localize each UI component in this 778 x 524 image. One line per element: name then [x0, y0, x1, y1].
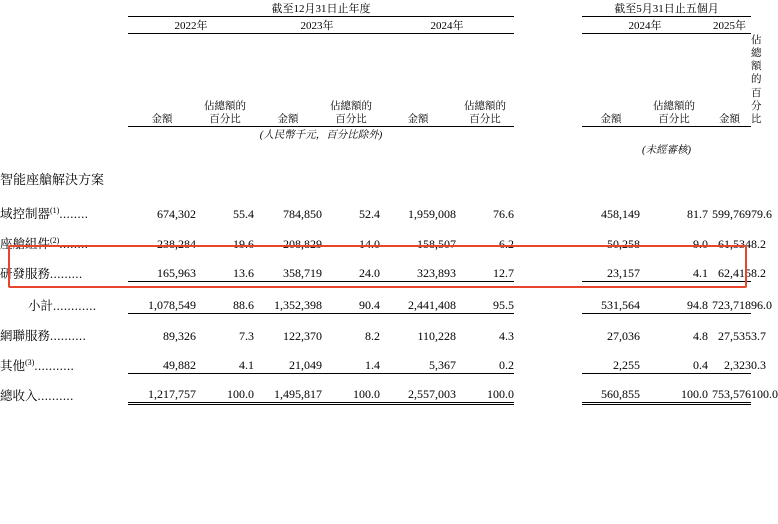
cell-r5-c2: 21,049 [254, 344, 322, 374]
table-row: 網聯服務.......... 89,326 7.3 122,370 8.2 110,228 4.3 27,036 4.8 27,535 3.7 [0, 314, 751, 344]
cell-r0-c5: 76.6 [493, 206, 514, 221]
cell-r4-c8: 27,535 [718, 328, 751, 343]
row-label-text-1: 座艙組件 [0, 236, 51, 251]
cell-r3-c3: 90.4 [322, 282, 380, 314]
cell-r0-c7: 81.7 [687, 206, 708, 221]
row-label-text-6: 總收入 [0, 388, 38, 403]
header-pct-2025i-l2: 百分比 [751, 87, 762, 125]
cell-r2-c6: 23,157 [582, 252, 640, 282]
header-pct-2024-interim [640, 34, 708, 127]
row-label-text-0: 域控制器 [0, 206, 51, 221]
cell-r3-c0: 1,078,549 [128, 282, 196, 314]
row-label-rd-services [0, 252, 128, 282]
cell-r2-c3: 24.0 [322, 252, 380, 282]
row-sup-0: (1) [50, 205, 60, 215]
header-amount-2024: 金額 [380, 34, 456, 127]
row-label-subtotal [0, 282, 128, 314]
cell-r3-c6: 531,564 [582, 282, 640, 314]
cell-r5-c5: 0.2 [456, 344, 514, 374]
row-label-domain-controller [0, 188, 128, 222]
header-amount-2022: 金額 [128, 34, 196, 127]
cell-r2-c2: 358,719 [254, 252, 322, 282]
table-row: 其他$^{(3)}$........... 49,882 4.1 21,049 1.4 5,367 0.2 2,255 0.4 2,323 0.3 [0, 344, 751, 374]
table-row: 座艙組件$^{(2)}$........ 238,284 19.6 208,829 14.0 158,507 6.2 50,258 9.0 61,534 8.2 [0, 222, 751, 252]
row-label-text-4: 網聯服務 [0, 328, 51, 343]
table-row: 總收入.......... 1,217,757 100.0 1,495,817 100.0 2,557,003 100.0 560,855 100.0 753,576 100.0 [0, 374, 751, 404]
row-label-connectivity-services [0, 314, 128, 344]
header-group-interim: 截至5月31日止五個月 [582, 0, 751, 17]
cell-r5-c6: 2,255 [582, 344, 640, 374]
cell-r5-c7: 0.4 [640, 344, 708, 374]
header-year-row [0, 17, 751, 34]
header-pct-2023-l2: 百分比 [335, 113, 367, 125]
header-group-row [0, 0, 751, 17]
row-label-text-2: 研發服務 [0, 266, 51, 281]
unaudited-note: (未經審核) [642, 144, 691, 156]
cell-r1-c3: 14.0 [359, 236, 380, 251]
cell-r6-c0: 1,217,757 [128, 374, 196, 404]
row-dots-0: ........ [59, 206, 89, 221]
cell-r1-c5: 6.2 [499, 236, 514, 251]
cell-r4-c4: 110,228 [417, 328, 456, 343]
row-dots-1: ........ [59, 236, 89, 251]
header-amount-2025-interim: 金額 [708, 34, 751, 127]
cell-r0-c6: 458,149 [601, 206, 640, 221]
row-label-cockpit-components [0, 222, 128, 252]
cell-r4-c0: 89,326 [163, 328, 196, 343]
cell-r6-c7: 100.0 [640, 374, 708, 404]
cell-r2-c8: 62,415 [708, 252, 751, 282]
header-pct-2023-l1: 佔總額的 [330, 100, 372, 112]
cell-r3-c4: 2,441,408 [380, 282, 456, 314]
header-year-2025-interim: 2025年 [708, 17, 751, 34]
cell-r5-c0: 49,882 [128, 344, 196, 374]
header-amount-2023: 金額 [254, 34, 322, 127]
cell-r4-c3: 8.2 [365, 328, 380, 343]
unaudited-note-row [0, 142, 751, 157]
header-pct-2022-l1: 佔總額的 [204, 100, 246, 112]
row-dots-6: .......... [37, 388, 74, 403]
header-subcol-row [0, 34, 751, 127]
header-pct-2024-l1: 佔總額的 [464, 100, 506, 112]
cell-r0-c4: 1,959,008 [408, 206, 456, 221]
header-amount-2024-interim: 金額 [582, 34, 640, 127]
cell-r5-c1: 4.1 [196, 344, 254, 374]
cell-r1-c8: 61,534 [718, 236, 751, 251]
cell-r6-c4: 2,557,003 [380, 374, 456, 404]
cell-r6-c1: 100.0 [196, 374, 254, 404]
row-label-others [0, 344, 128, 374]
table-row: 域控制器$^{(1)}$........ 674,302 55.4 784,850 52.4 1,959,008 76.6 458,149 81.7 599,769 79.6 [0, 188, 751, 222]
cell-r3-c5: 95.5 [456, 282, 514, 314]
row-sup-5: (3) [25, 357, 35, 367]
cell-r5-c3: 1.4 [322, 344, 380, 374]
cell-r4-c6: 27,036 [607, 328, 640, 343]
header-year-2024-interim: 2024年 [582, 17, 708, 34]
header-pct-2024-l2: 百分比 [469, 113, 501, 125]
cell-r0-c1: 55.4 [233, 206, 254, 221]
header-group-annual: 截至12月31日止年度 [128, 0, 514, 17]
row-dots-2: ......... [50, 266, 83, 281]
row-dots-4: .......... [50, 328, 87, 343]
header-pct-2024i-l2: 百分比 [658, 113, 690, 125]
cell-r2-c5: 12.7 [456, 252, 514, 282]
cell-r1-c0: 238,284 [157, 236, 196, 251]
cell-r6-c3: 100.0 [322, 374, 380, 404]
cell-r0-c2: 784,850 [283, 206, 322, 221]
cell-r4-c5: 4.3 [499, 328, 514, 343]
cell-r0-c3: 52.4 [359, 206, 380, 221]
section-title: 智能座艙解決方案 [0, 171, 105, 187]
cell-r5-c8: 2,323 [708, 344, 751, 374]
cell-r5-c4: 5,367 [380, 344, 456, 374]
cell-r1-c6: 50,258 [607, 236, 640, 251]
header-pct-2022 [196, 34, 254, 127]
cell-r6-c5: 100.0 [456, 374, 514, 404]
row-sup-1: (2) [50, 235, 60, 245]
cell-r4-c7: 4.8 [693, 328, 708, 343]
cell-r1-c4: 158,507 [417, 236, 456, 251]
table-row: 研發服務......... 165,963 13.6 358,719 24.0 323,893 12.7 23,157 4.1 62,415 8.2 [0, 252, 751, 282]
header-year-2022: 2022年 [128, 17, 254, 34]
section-title-row [0, 169, 751, 188]
cell-r0-c0: 674,302 [157, 206, 196, 221]
header-year-2024: 2024年 [380, 17, 514, 34]
cell-r6-c8: 753,576 [708, 374, 751, 404]
cell-r2-c4: 323,893 [380, 252, 456, 282]
row-dots-5: ........... [34, 358, 75, 373]
header-pct-2022-l2: 百分比 [209, 113, 241, 125]
row-dots-3: ............ [53, 298, 97, 313]
header-year-2023: 2023年 [254, 17, 380, 34]
units-note-row [0, 126, 751, 142]
cell-r2-c1: 13.6 [196, 252, 254, 282]
cell-r3-c2: 1,352,398 [254, 282, 322, 314]
cell-r3-c1: 88.6 [196, 282, 254, 314]
cell-r1-c1: 19.6 [233, 236, 254, 251]
header-pct-2024 [456, 34, 514, 127]
cell-r2-c7: 4.1 [640, 252, 708, 282]
cell-r4-c1: 7.3 [239, 328, 254, 343]
units-note: (人民幣千元，百分比除外) [259, 129, 383, 141]
row-label-text-5: 其他 [0, 358, 26, 373]
cell-r3-c8: 723,718 [708, 282, 751, 314]
row-label-text-3: 小計 [28, 298, 54, 313]
header-pct-2023 [322, 34, 380, 127]
table-row: 小計............ 1,078,549 88.6 1,352,398 90.4 2,441,408 95.5 531,564 94.8 723,718 96.0 [0, 282, 751, 314]
cell-r6-c2: 1,495,817 [254, 374, 322, 404]
cell-r3-c7: 94.8 [640, 282, 708, 314]
cell-r6-c6: 560,855 [582, 374, 640, 404]
row-label-total-revenue [0, 374, 128, 404]
cell-r4-c2: 122,370 [283, 328, 322, 343]
header-pct-2025i-l1: 佔總額的 [751, 35, 762, 86]
cell-r1-c7: 9.0 [693, 236, 708, 251]
cell-r0-c8: 599,769 [712, 206, 751, 221]
cell-r1-c2: 208,829 [283, 236, 322, 251]
cell-r2-c0: 165,963 [128, 252, 196, 282]
header-pct-2024i-l1: 佔總額的 [653, 100, 695, 112]
